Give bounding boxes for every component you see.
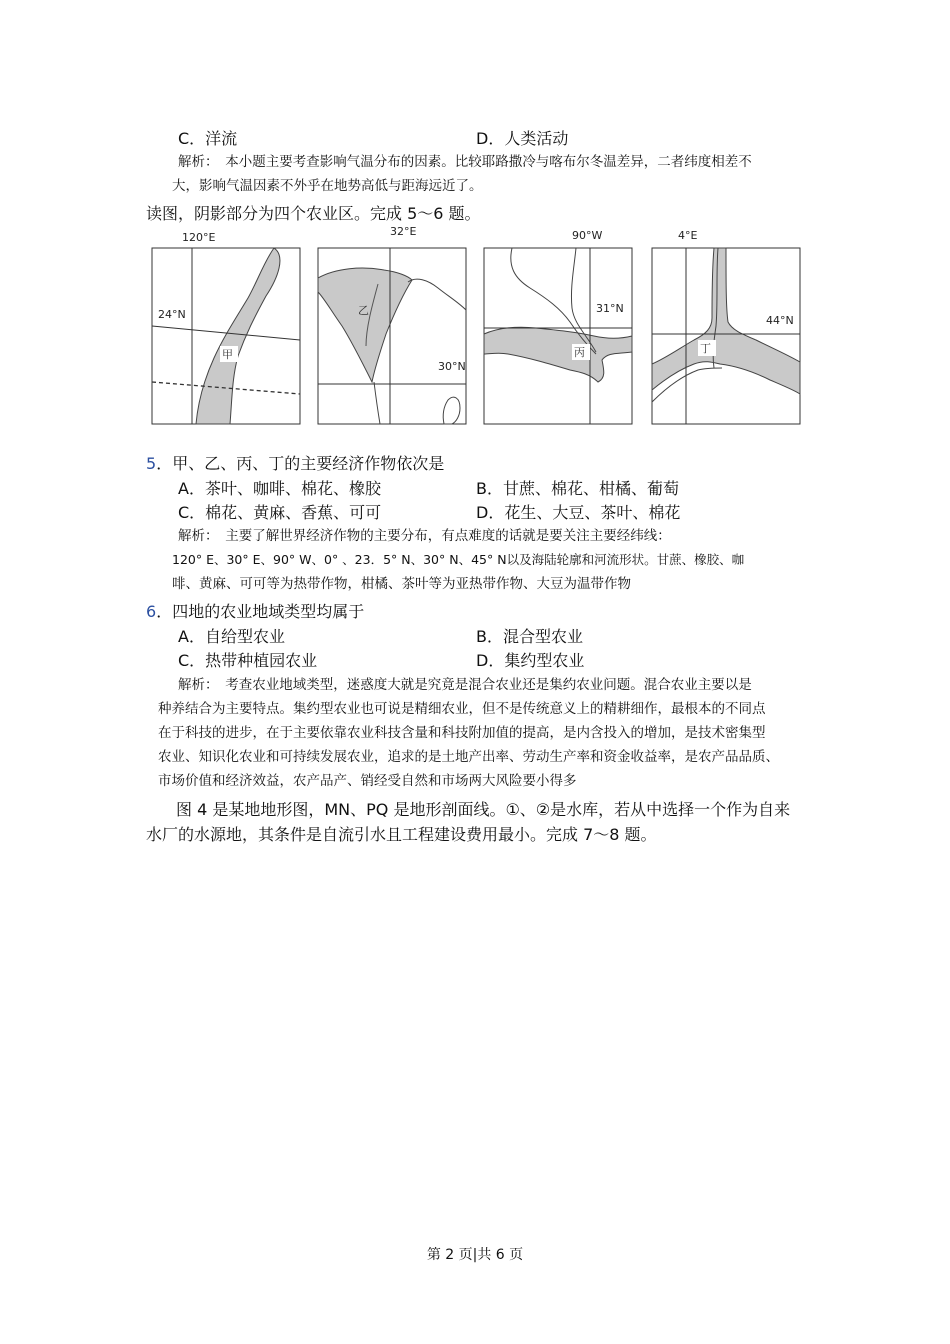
q5-explanation-line1: 解析： 主要了解世界经济作物的主要分布，有点难度的话就是要关注主要经纬线： xyxy=(178,528,671,544)
intro-5-6: 读图，阴影部分为四个农业区。完成 5～6 题。 xyxy=(146,204,481,223)
q6-option-b: B．混合型农业 xyxy=(476,627,583,646)
intro-7-8-line2: 水厂的水源地，其条件是自流引水且工程建设费用最小。完成 7～8 题。 xyxy=(146,825,657,844)
q6-explanation-line2: 种养结合为主要特点。集约型农业也可说是精细农业，但不是传统意义上的精耕细作，最根本的不同点 xyxy=(158,701,766,717)
q5-stem-text: ．甲、乙、丙、丁的主要经济作物依次是 xyxy=(156,454,445,473)
q5-option-b: B．甘蔗、棉花、柑橘、葡萄 xyxy=(476,479,679,498)
q4-option-c: C．洋流 xyxy=(178,129,238,148)
q4-explanation-line1: 解析： 本小题主要考查影响气温分布的因素。比较耶路撒冷与喀布尔冬温差异，二者纬度相差不 xyxy=(178,154,752,170)
q5-stem xyxy=(146,451,444,474)
map-1-region-label: 甲 xyxy=(222,348,233,361)
q5-number: 5 xyxy=(146,454,157,473)
q6-explanation-line4: 农业、知识化农业和可持续发展农业，追求的是土地产出率、劳动生产率和资金收益率，是农产品品质、 xyxy=(158,749,779,765)
page-footer: 第 2 页|共 6 页 xyxy=(426,1247,524,1263)
q6-option-a: A．自给型农业 xyxy=(178,627,285,646)
map-2 xyxy=(318,225,466,424)
q5-explanation-line3: 啡、黄麻、可可等为热带作物，柑橘、茶叶等为亚热带作物、大豆为温带作物 xyxy=(172,576,631,592)
q6-explanation-line1: 解析： 考查农业地域类型，迷惑度大就是究竟是混合农业还是集约农业问题。混合农业主要以是 xyxy=(178,677,752,693)
map-1 xyxy=(152,231,300,424)
map-3-longitude: 90°W xyxy=(572,229,603,242)
map-2-longitude: 32°E xyxy=(390,225,417,238)
map-2-latitude: 30°N xyxy=(438,360,466,373)
q6-stem xyxy=(146,599,364,622)
map-1-longitude: 120°E xyxy=(182,231,216,244)
map-4-region-label: 丁 xyxy=(700,342,711,355)
intro-7-8-line1: 图 4 是某地地形图，MN、PQ 是地形剖面线。①、②是水库，若从中选择一个作为自来 xyxy=(176,800,791,819)
map-4 xyxy=(652,229,800,424)
q6-explanation-line3: 在于科技的进步，在于主要依靠农业科技含量和科技附加值的提高，是内含投入的增加，是技术密集型 xyxy=(158,725,766,741)
q5-option-d: D．花生、大豆、茶叶、棉花 xyxy=(476,503,681,522)
q4-explanation-line2: 大，影响气温因素不外乎在地势高低与距海远近了。 xyxy=(172,178,483,194)
map-4-longitude: 4°E xyxy=(678,229,698,242)
q5-option-c: C．棉花、黄麻、香蕉、可可 xyxy=(178,503,382,522)
q6-explanation-line5: 市场价值和经济效益，农产品产、销经受自然和市场两大风险要小得多 xyxy=(158,773,577,789)
q5-option-a: A．茶叶、咖啡、棉花、橡胶 xyxy=(178,479,381,498)
q6-number: 6 xyxy=(146,602,157,621)
q6-option-d: D．集约型农业 xyxy=(476,651,585,670)
map-2-region-label: 乙 xyxy=(358,304,369,317)
q6-stem-text: ．四地的农业地域类型均属于 xyxy=(156,602,365,621)
map-3 xyxy=(484,229,632,424)
map-3-region-label: 丙 xyxy=(574,346,585,359)
q6-option-c: C．热带种植园农业 xyxy=(178,651,318,670)
q5-explanation-line2: 120° E、30° E、90° W、0° 、23．5° N、30° N、45° N以及海陆轮廓和河流形状。甘蔗、橡胶、咖 xyxy=(172,552,745,567)
q4-option-d: D．人类活动 xyxy=(476,129,569,148)
map-3-latitude: 31°N xyxy=(596,302,624,315)
agriculture-maps-figure xyxy=(146,222,810,430)
map-1-latitude: 24°N xyxy=(158,308,186,321)
map-4-latitude: 44°N xyxy=(766,314,794,327)
